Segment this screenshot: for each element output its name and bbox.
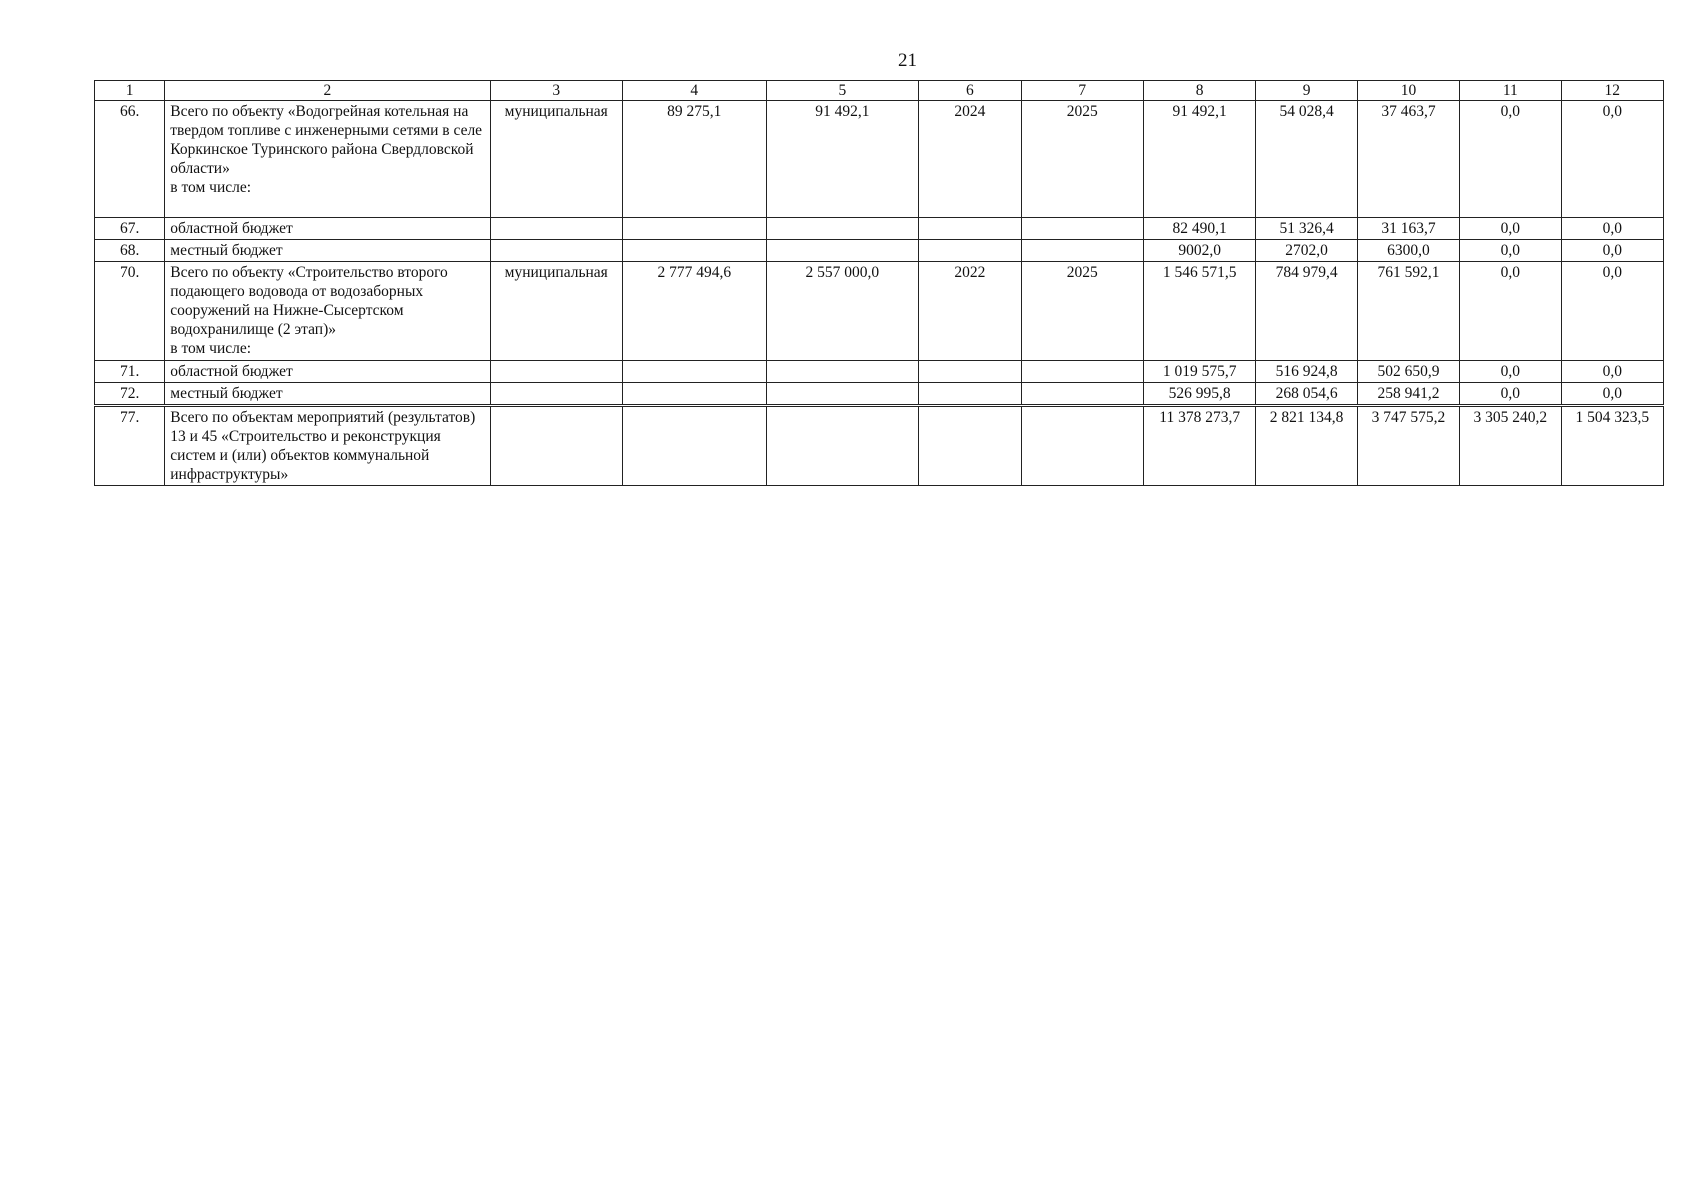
cell-col7 — [1021, 218, 1143, 240]
cell-col8: 1 019 575,7 — [1143, 361, 1255, 383]
cell-col11: 0,0 — [1460, 361, 1561, 383]
cell-col4 — [623, 406, 767, 486]
cell-col9: 2 821 134,8 — [1256, 406, 1357, 486]
cell-col10: 3 747 575,2 — [1357, 406, 1459, 486]
cell-col12: 0,0 — [1561, 240, 1663, 262]
cell-col11: 0,0 — [1460, 262, 1561, 361]
cell-col11: 3 305 240,2 — [1460, 406, 1561, 486]
cell-col7 — [1021, 383, 1143, 406]
table-row — [95, 383, 1664, 406]
cell-col8: 1 546 571,5 — [1143, 262, 1255, 361]
cell-col8: 11 378 273,7 — [1143, 406, 1255, 486]
cell-col7 — [1021, 240, 1143, 262]
header-cell: 9 — [1256, 81, 1357, 101]
cell-col9: 51 326,4 — [1256, 218, 1357, 240]
header-cell: 8 — [1143, 81, 1255, 101]
cell-col5: 91 492,1 — [766, 101, 919, 218]
cell-col7: 2025 — [1021, 101, 1143, 218]
cell-col9: 268 054,6 — [1256, 383, 1357, 406]
ownership-cell — [490, 406, 623, 486]
object-name: местный бюджет — [165, 240, 490, 262]
table-row — [95, 218, 1664, 240]
header-cell: 5 — [766, 81, 919, 101]
cell-col11: 0,0 — [1460, 383, 1561, 406]
row-number: 66. — [95, 101, 165, 218]
row-number: 67. — [95, 218, 165, 240]
ownership-cell — [490, 240, 623, 262]
ownership-cell: муниципальная — [490, 262, 623, 361]
cell-col8: 91 492,1 — [1143, 101, 1255, 218]
cell-col6 — [919, 406, 1021, 486]
cell-col4 — [623, 383, 767, 406]
header-cell: 7 — [1021, 81, 1143, 101]
header-cell: 1 — [95, 81, 165, 101]
cell-col11: 0,0 — [1460, 101, 1561, 218]
cell-col5 — [766, 361, 919, 383]
header-cell: 6 — [919, 81, 1021, 101]
cell-col11: 0,0 — [1460, 240, 1561, 262]
header-row — [95, 81, 1664, 101]
cell-col7 — [1021, 406, 1143, 486]
table-row — [95, 240, 1664, 262]
cell-col5 — [766, 383, 919, 406]
table-row — [95, 101, 1664, 218]
cell-col5: 2 557 000,0 — [766, 262, 919, 361]
object-name: Всего по объекту «Водогрейная котельная на твердом топливе с инженерными сетями в селе Коркинское Туринского района Свердловской области» — [170, 103, 483, 177]
cell-col5 — [766, 218, 919, 240]
page-number: 21 — [898, 50, 917, 71]
cell-col7 — [1021, 361, 1143, 383]
ownership-cell: муниципальная — [490, 101, 623, 218]
table-row — [95, 262, 1664, 361]
cell-col4: 89 275,1 — [623, 101, 767, 218]
cell-col8: 9002,0 — [1143, 240, 1255, 262]
cell-col10: 37 463,7 — [1357, 101, 1459, 218]
header-cell: 3 — [490, 81, 623, 101]
header-cell: 2 — [165, 81, 490, 101]
cell-col7: 2025 — [1021, 262, 1143, 361]
cell-col8: 82 490,1 — [1143, 218, 1255, 240]
row-description — [165, 262, 490, 361]
object-name: областной бюджет — [165, 218, 490, 240]
object-name: Всего по объекту «Строительство второго подающего водовода от водозаборных сооружений на Нижне-Сысертском водохранилище (2 этап)» — [170, 264, 448, 338]
cell-col6: 2024 — [919, 101, 1021, 218]
cell-col12: 0,0 — [1561, 361, 1663, 383]
cell-col12: 0,0 — [1561, 262, 1663, 361]
row-number: 72. — [95, 383, 165, 406]
header-cell: 4 — [623, 81, 767, 101]
header-cell: 11 — [1460, 81, 1561, 101]
cell-col5 — [766, 240, 919, 262]
cell-col9: 2702,0 — [1256, 240, 1357, 262]
cell-col6 — [919, 240, 1021, 262]
row-number: 71. — [95, 361, 165, 383]
cell-col8: 526 995,8 — [1143, 383, 1255, 406]
cell-col4 — [623, 218, 767, 240]
cell-col11: 0,0 — [1460, 218, 1561, 240]
table-row — [95, 361, 1664, 383]
row-number: 77. — [95, 406, 165, 486]
cell-col9: 54 028,4 — [1256, 101, 1357, 218]
object-name: областной бюджет — [165, 361, 490, 383]
cell-col6 — [919, 361, 1021, 383]
cell-col12: 1 504 323,5 — [1561, 406, 1663, 486]
ownership-cell — [490, 218, 623, 240]
cell-col10: 258 941,2 — [1357, 383, 1459, 406]
cell-col9: 784 979,4 — [1256, 262, 1357, 361]
ownership-cell — [490, 361, 623, 383]
including-label: в том числе: — [170, 340, 252, 357]
cell-col4: 2 777 494,6 — [623, 262, 767, 361]
cell-col6 — [919, 218, 1021, 240]
cell-col10: 31 163,7 — [1357, 218, 1459, 240]
header-cell: 10 — [1357, 81, 1459, 101]
cell-col12: 0,0 — [1561, 101, 1663, 218]
cell-col12: 0,0 — [1561, 383, 1663, 406]
object-name: Всего по объектам мероприятий (результатов) 13 и 45 «Строительство и реконструкция систем и (или) объектов коммунальной инфраструктуры» — [165, 406, 490, 486]
row-number: 68. — [95, 240, 165, 262]
object-name: местный бюджет — [165, 383, 490, 406]
header-cell: 12 — [1561, 81, 1663, 101]
cell-col10: 761 592,1 — [1357, 262, 1459, 361]
cell-col10: 502 650,9 — [1357, 361, 1459, 383]
ownership-cell — [490, 383, 623, 406]
including-label: в том числе: — [170, 179, 252, 196]
cell-col10: 6300,0 — [1357, 240, 1459, 262]
row-description — [165, 101, 490, 218]
cell-col4 — [623, 240, 767, 262]
cell-col6: 2022 — [919, 262, 1021, 361]
cell-col4 — [623, 361, 767, 383]
cell-col6 — [919, 383, 1021, 406]
budget-table — [94, 80, 1664, 486]
row-number: 70. — [95, 262, 165, 361]
cell-col9: 516 924,8 — [1256, 361, 1357, 383]
table-row-total — [95, 406, 1664, 486]
cell-col12: 0,0 — [1561, 218, 1663, 240]
cell-col5 — [766, 406, 919, 486]
